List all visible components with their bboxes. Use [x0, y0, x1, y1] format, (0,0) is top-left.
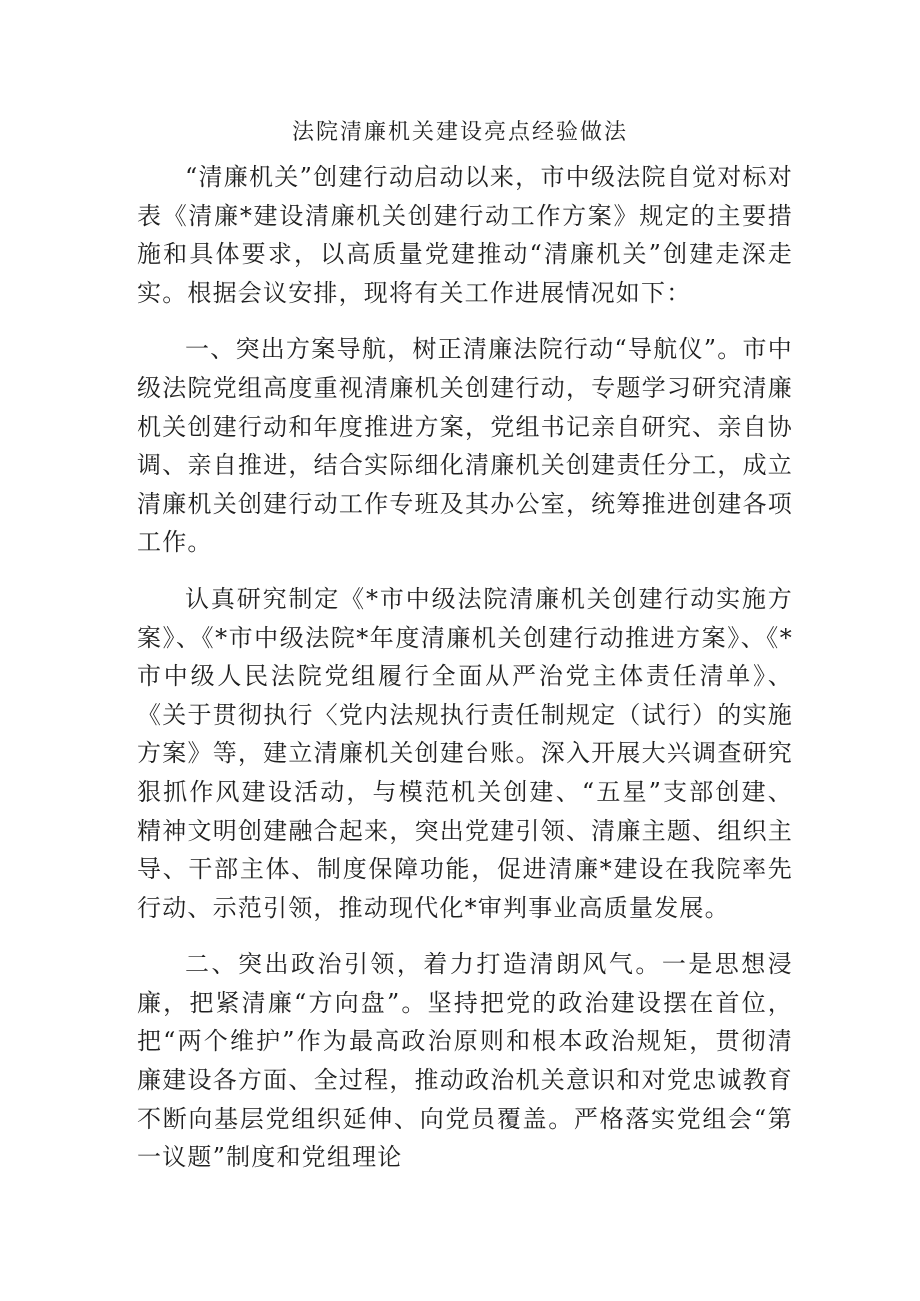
document-body: [137, 158, 793, 1195]
paragraph-section-one-detail: 认真研究制定《*市中级法院清廉机关创建行动实施方案》、《*市中级法院*年度清廉机关创建行动推进方案》、《*市中级人民法院党组履行全面从严治党主体责任清单》、《关于贯彻执行〈党内法规执行责任制规定（试行）的实施方案》等，建立清廉机关创建台账。深入开展大兴调查研究狠抓作风建设活动，与模范机关创建、“五星”支部创建、精神文明创建融合起来，突出党建引领、清廉主题、组织主导、干部主体、制度保障功能，促进清廉*建设在我院率先行动、示范引领，推动现代化*审判事业高质量发展。: [137, 584, 793, 922]
document-title: 法院清廉机关建设亮点经验做法: [291, 120, 628, 145]
paragraph-section-two: 二、突出政治引领，着力打造清朗风气。一是思想浸廉，把紧清廉“方向盘”。坚持把党的政治建设摆在首位，把“两个维护”作为最高政治原则和根本政治规矩，贯彻清廉建设各方面、全过程，推动政治机关意识和对党忠诚教育不断向基层党组织延伸、向党员覆盖。严格落实党组会“第一议题”制度和党组理论: [137, 950, 793, 1172]
paragraph-section-one: 一、突出方案导航，树正清廉法院行动“导航仪”。市中级法院党组高度重视清廉机关创建行动，专题学习研究清廉机关创建行动和年度推进方案，党组书记亲自研究、亲自协调、亲自推进，结合实际细化清廉机关创建责任分工，成立清廉机关创建行动工作专班及其办公室，统筹推进创建各项工作。: [137, 335, 793, 557]
paragraph-intro: “清廉机关”创建行动启动以来，市中级法院自觉对标对表《清廉*建设清廉机关创建行动工作方案》规定的主要措施和具体要求，以高质量党建推动“清廉机关”创建走深走实。根据会议安排，现将有关工作进展情况如下：: [137, 163, 793, 307]
